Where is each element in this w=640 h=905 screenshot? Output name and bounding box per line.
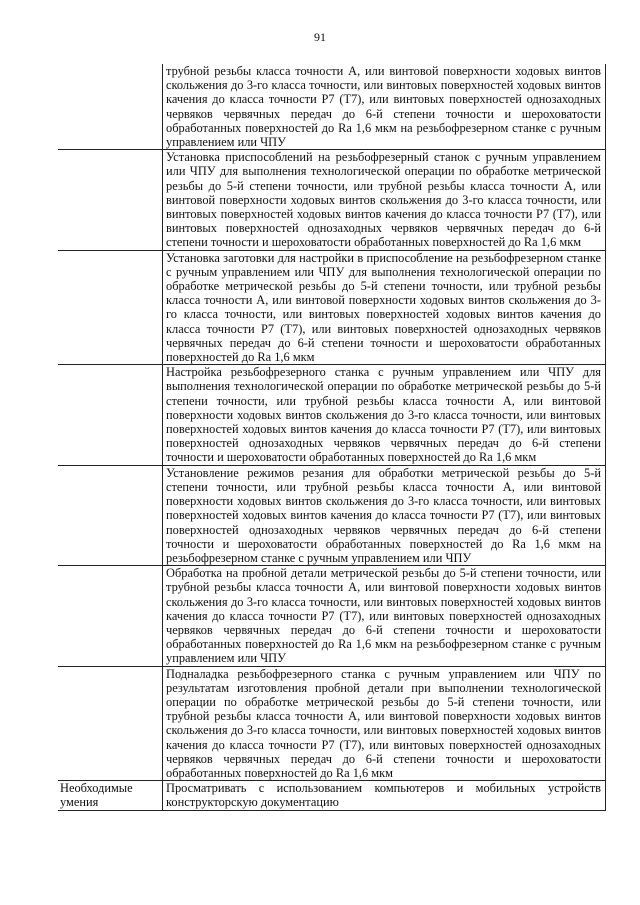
row-label: [58, 465, 163, 565]
table-row: [58, 365, 606, 465]
row-text: трубной резьбы класса точности А, или винтовой поверхности ходовых винтов скольжения до 3-го класса точности, или винтовых поверхностей ходовых винтов качения до класса точности Р7 (Т7), или винтовых поверхностей однозаходных червяков червячных передач до 6-й степени точности и шероховатости обработанных поверхностей до Ra 1,6 мкм на резьбофрезерном станке с ручным управлением или ЧПУ: [163, 64, 606, 150]
table-row: [58, 566, 606, 666]
row-text: Настройка резьбофрезерного станка с ручным управлением или ЧПУ для выполнения технологической операции по обработке метрической резьбы до 5-й степени точности, или трубной резьбы класса точности А, или винтовой поверхности ходовых винтов скольжения до 3-го класса точности, или винтовых поверхностей ходовых винтов качения до класса точности Р7 (Т7), или винтовых поверхностей однозаходных червяков червячных передач до 6-й степени точности и шероховатости обработанных поверхностей до Ra 1,6 мкм: [163, 365, 606, 465]
table-row: [58, 250, 606, 365]
page-number: 91: [314, 30, 326, 44]
table-row: [58, 64, 606, 150]
row-text: Установление режимов резания для обработки метрической резьбы до 5-й степени точности, или трубной резьбы класса точности А, или винтовой поверхности ходовых винтов скольжения до 3-го класса точности, или винтовых поверхностей ходовых винтов качения до класса точности Р7 (Т7), или винтовых поверхностей однозаходных червяков червячных передач до 6-й степени точности и шероховатости обработанных поверхностей до Ra 1,6 мкм на резьбофрезерном станке с ручным управлением или ЧПУ: [163, 465, 606, 565]
row-label: [58, 365, 163, 465]
row-text: Установка заготовки для настройки в приспособление на резьбофрезерном станке с ручным управлением или ЧПУ для выполнения технологической операции по обработке метрической резьбы до 5-й степени точности, или трубной резьбы класса точности А, или винтовой поверхности ходовых винтов скольжения до 3-го класса точности, или винтовых поверхностей ходовых винтов качения до класса точности Р7 (Т7), или винтовых поверхностей однозаходных червяков червячных передач до 6-й степени точности и шероховатости обработанных поверхностей до Ra 1,6 мкм: [163, 250, 606, 365]
table-row: [58, 150, 606, 250]
row-text: Просматривать с использованием компьютеров и мобильных устройств конструкторскую документацию: [163, 781, 606, 810]
table-row: [58, 781, 606, 810]
requirements-table: [58, 64, 606, 811]
row-label: [58, 64, 163, 150]
row-label: [58, 150, 163, 250]
row-label: [58, 666, 163, 781]
row-text: Установка приспособлений на резьбофрезерный станок с ручным управлением или ЧПУ для выполнения технологической операции по обработке метрической резьбы до 5-й степени точности, или трубной резьбы класса точности А, или винтовой поверхности ходовых винтов скольжения до 3-го класса точности, или винтовых поверхностей ходовых винтов качения до класса точности Р7 (Т7), или винтовых поверхностей однозаходных червяков червячных передач до 6-й степени точности и шероховатости обработанных поверхностей до Ra 1,6 мкм: [163, 150, 606, 250]
row-label: [58, 250, 163, 365]
row-label: [58, 566, 163, 666]
row-text: Подналадка резьбофрезерного станка с ручным управлением или ЧПУ по результатам изготовления пробной детали при выполнении технологической операции по обработке метрической резьбы до 5-й степени точности, или трубной резьбы класса точности А, или винтовой поверхности ходовых винтов скольжения до 3-го класса точности, или винтовых поверхностей ходовых винтов качения до класса точности Р7 (Т7), или винтовых поверхностей однозаходных червяков червячных передач до 6-й степени точности и шероховатости обработанных поверхностей до Ra 1,6 мкм: [163, 666, 606, 781]
row-text: Обработка на пробной детали метрической резьбы до 5-й степени точности, или трубной резьбы класса точности А, или винтовой поверхности ходовых винтов скольжения до 3-го класса точности, или винтовых поверхностей ходовых винтов качения до класса точности Р7 (Т7), или винтовых поверхностей однозаходных червяков червячных передач до 6-й степени точности и шероховатости обработанных поверхностей до Ra 1,6 мкм на резьбофрезерном станке с ручным управлением или ЧПУ: [163, 566, 606, 666]
row-label-skills: Необходимые умения: [58, 781, 163, 810]
table-row: [58, 666, 606, 781]
table-row: [58, 465, 606, 565]
